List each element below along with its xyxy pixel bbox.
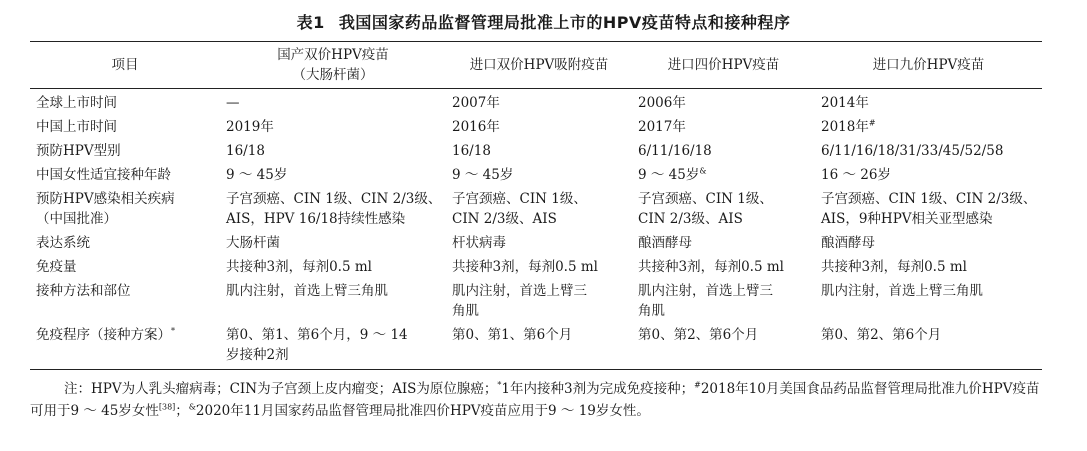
table-row — [30, 279, 1042, 323]
footnote-mark-hash: # — [868, 118, 876, 128]
table-cell: 2016年 — [452, 119, 500, 135]
hpv-vaccine-table — [30, 41, 1042, 370]
footnote-mark-amp: & — [699, 166, 707, 176]
table-cell: 酿酒酵母 — [821, 235, 875, 251]
table-caption — [0, 10, 1087, 33]
table-cell: 16 ～ 26岁 — [821, 167, 891, 183]
table-cell: 6/11/16/18 — [638, 143, 712, 159]
row-label: 全球上市时间 — [36, 95, 117, 111]
table-footnote: 注：HPV为人乳头瘤病毒；CIN为子宫颈上皮内瘤变；AIS为原位腺癌；*1年内接种3剂为完成免疫接种；#2018年10月美国食品药品监督管理局批准九价HPV疫苗可用于9 ～ 45岁女性[38]；&2020年11月国家药品监督管理局批准四价HPV疫苗应用于9 ～ 19岁女性。 — [30, 380, 1040, 419]
table-cell: — — [226, 95, 240, 111]
row-label: 表达系统 — [36, 235, 90, 251]
reference-mark: [38] — [158, 402, 176, 412]
table-title: 我国国家药品监督管理局批准上市的HPV疫苗特点和接种程序 — [338, 13, 791, 32]
row-label: 免疫量 — [36, 259, 77, 275]
table-cell: 第0、第2、第6个月 — [821, 327, 942, 343]
header-imported-bivalent: 进口双价HPV吸附疫苗 — [469, 57, 609, 73]
table-row — [30, 89, 1042, 116]
table-cell: 子宫颈癌、CIN 1级、CIN 2/3级、 AIS，HPV 16/18持续性感染 — [226, 191, 442, 227]
table-cell: 肌内注射，首选上臂三 角肌 — [452, 283, 587, 319]
table-cell: 16/18 — [226, 143, 265, 159]
table-row — [30, 163, 1042, 187]
table-row — [30, 187, 1042, 231]
table-cell: 子宫颈癌、CIN 1级、CIN 2/3级、 AIS，9种HPV相关亚型感染 — [821, 191, 1037, 227]
row-label: 中国女性适宜接种年龄 — [36, 167, 171, 183]
table-cell: 共接种3剂，每剂0.5 ml — [821, 259, 967, 275]
table-cell: 2017年 — [638, 119, 686, 135]
table-row — [30, 323, 1042, 370]
table-cell: 9 ～ 45岁 — [452, 167, 514, 183]
table-cell: 16/18 — [452, 143, 491, 159]
table-cell: 9 ～ 45岁 — [226, 167, 288, 183]
table-cell: 共接种3剂，每剂0.5 ml — [452, 259, 598, 275]
row-label: 中国上市时间 — [36, 119, 117, 135]
table-row — [30, 139, 1042, 163]
table-cell: 大肠杆菌 — [226, 235, 280, 251]
table-number: 表1 — [296, 13, 325, 32]
row-label: 预防HPV型别 — [36, 143, 121, 159]
table-cell: 子宫颈癌、CIN 1级、 CIN 2/3级、AIS — [638, 191, 773, 227]
table-cell: 共接种3剂，每剂0.5 ml — [226, 259, 372, 275]
table-cell: 2006年 — [638, 95, 686, 111]
table-cell: 肌内注射，首选上臂三角肌 — [821, 283, 983, 299]
table-row — [30, 255, 1042, 279]
table-cell: 肌内注射，首选上臂三 角肌 — [638, 283, 773, 319]
table-cell: 第0、第1、第6个月 — [452, 327, 573, 343]
table-cell: 杆状病毒 — [452, 235, 506, 251]
footnote-mark-star: * — [171, 326, 175, 336]
table-cell: 酿酒酵母 — [638, 235, 692, 251]
row-label: 免疫程序（接种方案）* — [36, 326, 175, 343]
header-imported-quadrivalent: 进口四价HPV疫苗 — [667, 57, 780, 73]
table-cell: 第0、第1、第6个月，9 ～ 14 岁接种2剂 — [226, 327, 408, 363]
table-row — [30, 231, 1042, 255]
header-item: 项目 — [111, 57, 139, 73]
table-cell: 2019年 — [226, 119, 274, 135]
table-cell: 2018年# — [821, 118, 876, 135]
table-cell: 9 ～ 45岁& — [638, 166, 707, 183]
table-cell: 肌内注射，首选上臂三角肌 — [226, 283, 388, 299]
row-label: 预防HPV感染相关疾病 （中国批准） — [36, 191, 175, 227]
table-cell: 子宫颈癌、CIN 1级、 CIN 2/3级、AIS — [452, 191, 587, 227]
header-imported-nonavalent: 进口九价HPV疫苗 — [872, 57, 985, 73]
table-row — [30, 115, 1042, 139]
table-cell: 共接种3剂，每剂0.5 ml — [638, 259, 784, 275]
table-cell: 2014年 — [821, 95, 869, 111]
table-cell: 6/11/16/18/31/33/45/52/58 — [821, 143, 1004, 159]
header-domestic-bivalent: 国产双价HPV疫苗 （大肠杆菌） — [277, 47, 389, 83]
row-label: 接种方法和部位 — [36, 283, 131, 299]
table-cell: 第0、第2、第6个月 — [638, 327, 759, 343]
header-row — [30, 42, 1042, 89]
table-cell: 2007年 — [452, 95, 500, 111]
